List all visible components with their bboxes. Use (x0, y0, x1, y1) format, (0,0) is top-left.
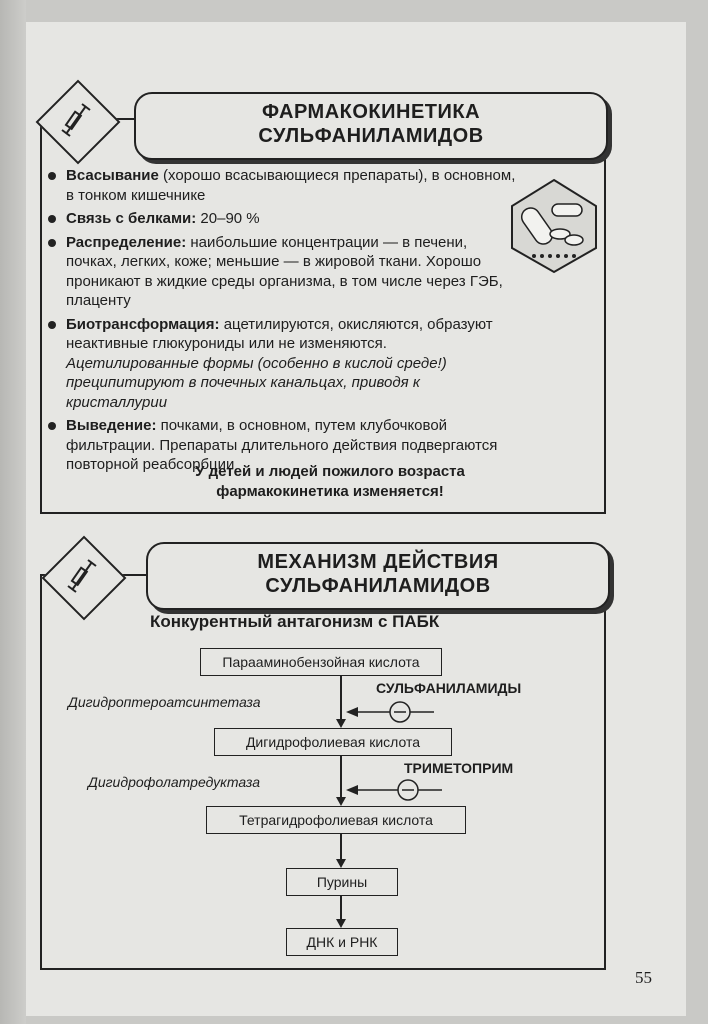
bullet-head: Связь с белками: (66, 210, 197, 227)
step-dna-rna: ДНК и РНК (286, 928, 398, 956)
bullet-italic-note: Ацетилированные формы (особенно в кислой среде!) преципитируют в почечных канальцах, приводя к кристаллурии (66, 354, 447, 411)
section1-title-line2: СУЛЬФАНИЛАМИДОВ (258, 125, 484, 147)
list-item (46, 209, 516, 229)
page-edge-shadow (0, 0, 26, 1024)
bullet-text: почками, в основном, путем клубочковой фильтрации. Препараты длительного действия подвергаются повторной реабсорбции (66, 417, 498, 473)
flow-arrow (340, 676, 342, 720)
section2-title-line1: МЕХАНИЗМ ДЕЙСТВИЯ (257, 551, 499, 573)
flow-arrow-head (336, 919, 346, 928)
syringe-icon (48, 92, 104, 148)
drug-trimethoprim: ТРИМЕТОПРИМ (404, 760, 514, 776)
bullet-head: Выведение: (66, 417, 157, 434)
section1-title-line1: ФАРМАКОКИНЕТИКА (261, 101, 481, 123)
enzyme-dihydropteroate-synthetase: Дигидроптероатсинтетаза (68, 694, 261, 710)
pharmacokinetics-list (46, 166, 516, 479)
age-note (160, 462, 500, 502)
section1-title (134, 92, 608, 160)
inhibition-arrow-trimethoprim (344, 776, 444, 804)
section2-title-line2: СУЛЬФАНИЛАМИДОВ (265, 575, 491, 597)
age-note-line1: У детей и людей пожилого возраста (195, 463, 465, 480)
list-item (46, 166, 516, 205)
pills-illustration (504, 176, 604, 276)
list-item (46, 315, 516, 413)
mechanism-frame (40, 574, 606, 970)
step-dihydrofolic: Дигидрофолиевая кислота (214, 728, 452, 756)
flow-arrow (340, 834, 342, 860)
bullet-head: Распределение: (66, 233, 187, 251)
enzyme-dihydrofolate-reductase: Дигидрофолатредуктаза (88, 774, 261, 790)
flow-arrow-head (336, 859, 346, 868)
flow-arrow (340, 896, 342, 920)
list-item (46, 233, 516, 311)
step-tetrahydrofolic: Тетрагидрофолиевая кислота (206, 806, 466, 834)
mechanism-subtitle: Конкурентный антагонизм с ПАБК (150, 612, 440, 631)
syringe-icon (54, 548, 110, 604)
bullet-text: 20–90 % (196, 210, 260, 227)
bullet-text: наибольшие концентрации — в печени, почках, легких, коже; меньшие — в жировой ткани. Хорошо проникают в жидкие среды организма, в том числе через ГЭБ, плаценту (66, 233, 503, 309)
bullet-text: (хорошо всасывающиеся препараты), в основном, в тонком кишечнике (66, 167, 516, 204)
drug-sulfonamides: СУЛЬФАНИЛАМИДЫ (376, 680, 522, 696)
bullet-text: ацетилируются, окисляются, образуют неактивные глюкурониды или не изменяются. (66, 315, 493, 352)
step-purines: Пурины (286, 868, 398, 896)
age-note-line2: фармакокинетика изменяется! (216, 483, 444, 500)
flow-arrow (340, 756, 342, 798)
bullet-head: Всасывание (66, 167, 159, 184)
section2-title (146, 542, 610, 610)
bullet-head: Биотрансформация: (66, 315, 220, 333)
inhibition-arrow-sulfonamides (344, 698, 436, 726)
step-paba: Парааминобензойная кислота (200, 648, 442, 676)
page-number: 55 (635, 968, 652, 987)
